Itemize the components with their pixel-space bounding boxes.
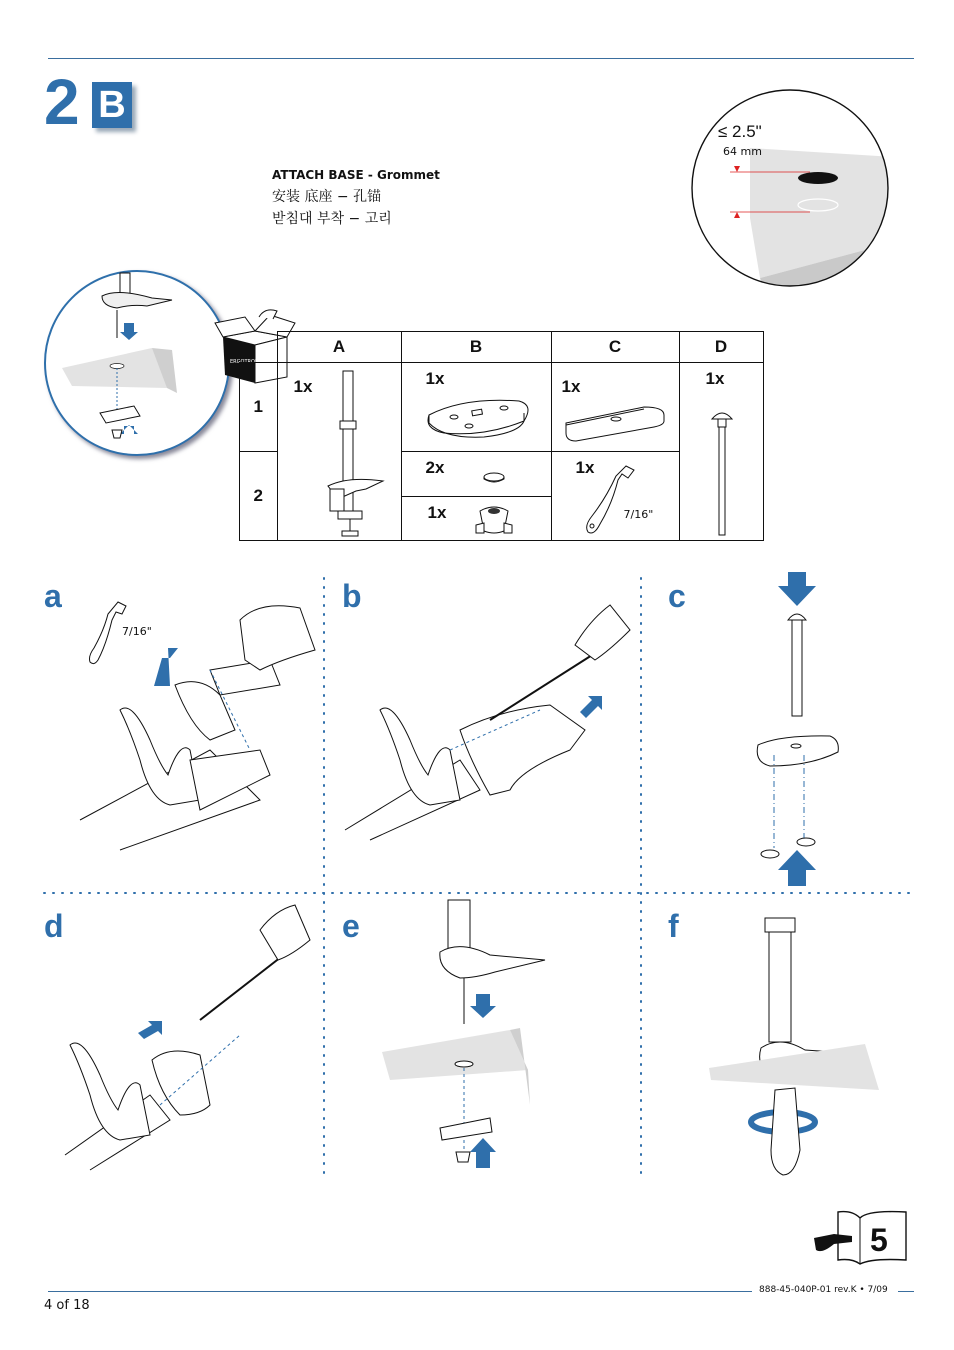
panel-a-illustration	[60, 600, 320, 850]
footer-rule-left	[48, 1291, 752, 1292]
wrench-size-label: 7/16"	[623, 508, 654, 521]
document-id: 888-45-040P-01 rev.K • 7/09	[759, 1285, 888, 1295]
panel-letter-e: e	[342, 908, 360, 944]
next-page-number: 5	[870, 1222, 888, 1258]
panel-letter-f: f	[668, 908, 679, 944]
part-a-qty: 1x	[293, 377, 313, 396]
panel-d-illustration	[60, 905, 320, 1175]
panel-letter-a: a	[44, 578, 62, 614]
panel-letter-b: b	[342, 578, 362, 614]
panel-e-illustration	[380, 900, 550, 1180]
panel-a-wrench-size: 7/16"	[122, 625, 152, 638]
column-header-c: C	[551, 332, 679, 363]
row-label-1: 1	[240, 363, 278, 452]
panel-f-illustration	[705, 910, 885, 1180]
part-b1-qty: 1x	[425, 369, 445, 388]
svg-text:ERGOTRON: ERGOTRON	[230, 359, 259, 365]
panel-letter-c: c	[668, 578, 686, 614]
panel-c-illustration	[740, 570, 860, 890]
title-korean: 받침대 부착 − 고리	[272, 211, 392, 227]
next-page-book-icon	[812, 1210, 908, 1266]
row-label-2: 2	[240, 452, 278, 541]
part-c2-qty: 1x	[575, 458, 595, 477]
part-b2b-qty: 1x	[427, 502, 447, 522]
panel-letter-d: d	[44, 908, 64, 944]
part-b2a-qty: 2x	[425, 458, 445, 477]
max-thickness-label: ≤ 2.5"	[718, 122, 762, 141]
page-indicator: 4 of 18	[44, 1298, 90, 1313]
thickness-metric-label: 64 mm	[723, 145, 762, 158]
part-c1-qty: 1x	[561, 377, 581, 396]
part-d-qty: 1x	[705, 369, 725, 388]
footer-rule-right	[898, 1291, 914, 1292]
panel-b-illustration	[340, 600, 640, 840]
column-header-a: A	[277, 332, 401, 363]
step-number: 2	[44, 66, 80, 138]
column-header-d: D	[679, 332, 763, 363]
title-english: ATTACH BASE - Grommet	[272, 168, 440, 182]
step-letter-badge: B	[92, 82, 132, 128]
title-chinese: 安装 底座 − 孔锚	[272, 189, 382, 205]
column-header-b: B	[401, 332, 551, 363]
